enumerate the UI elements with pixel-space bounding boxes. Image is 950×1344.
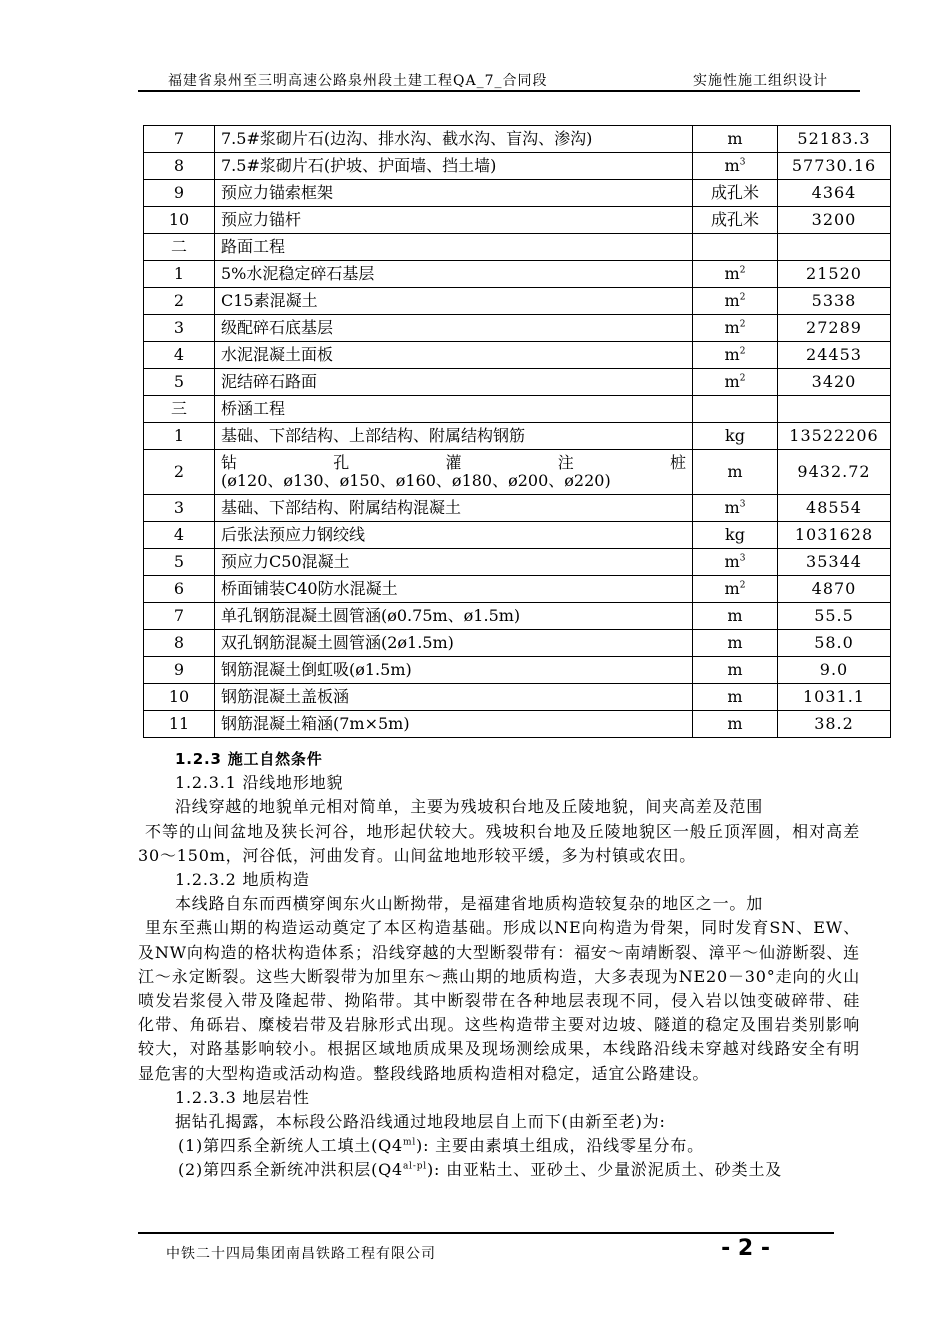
row-number: 二 — [144, 234, 215, 261]
table-row — [144, 126, 891, 153]
row-item: 7.5#浆砌片石(护坡、护面墙、挡土墙) — [215, 153, 693, 180]
row-quantity: 24453 — [778, 342, 891, 369]
row-quantity: 38.2 — [778, 711, 891, 738]
row-number: 1 — [144, 423, 215, 450]
row-unit: $m^2$ — [693, 288, 778, 315]
row-unit: m — [693, 711, 778, 738]
table-row — [144, 261, 891, 288]
row-number: 7 — [144, 603, 215, 630]
row-number: 3 — [144, 495, 215, 522]
terrain-paragraph-first-line: 沿线穿越的地貌单元相对简单，主要为残坡积台地及丘陵地貌，间夹高差及范围 — [175, 797, 764, 817]
row-number: 2 — [144, 450, 215, 495]
row-number: 4 — [144, 342, 215, 369]
row-number: 1 — [144, 261, 215, 288]
table-row — [144, 315, 891, 342]
row-number: 6 — [144, 576, 215, 603]
strata-item-1: (1)第四系全新统人工填土$(Q4^{ml})$: 主要由素填土组成，沿线零星分布。 — [178, 1136, 704, 1156]
row-unit: m — [693, 126, 778, 153]
header-project-title: 福建省泉州至三明高速公路泉州段土建工程QA_7_合同段 — [168, 73, 548, 89]
table-row — [144, 549, 891, 576]
row-number: 9 — [144, 657, 215, 684]
table-row — [144, 603, 891, 630]
table-row — [144, 630, 891, 657]
row-number: 5 — [144, 369, 215, 396]
row-quantity: 21520 — [778, 261, 891, 288]
row-unit — [693, 396, 778, 423]
row-item: 基础、下部结构、上部结构、附属结构钢筋 — [215, 423, 693, 450]
row-unit: 成孔米 — [693, 207, 778, 234]
row-quantity: 3420 — [778, 369, 891, 396]
row-item: 后张法预应力钢绞线 — [215, 522, 693, 549]
row-item: 桥涵工程 — [215, 396, 693, 423]
row-unit — [693, 234, 778, 261]
row-unit: m — [693, 684, 778, 711]
row-item: 路面工程 — [215, 234, 693, 261]
row-unit: 成孔米 — [693, 180, 778, 207]
row-item — [215, 450, 693, 495]
table-row — [144, 180, 891, 207]
row-quantity: 4870 — [778, 576, 891, 603]
terrain-paragraph-rest: 不等的山间盆地及狭长河谷，地形起伏较大。残坡积台地及丘陵地貌区一般丘顶浑圆，相对高差30～150m，河谷低，河曲发育。山间盆地地形较平缓，多为村镇或农田。 — [138, 821, 860, 865]
table-row — [144, 153, 891, 180]
row-item: 预应力锚索框架 — [215, 180, 693, 207]
row-number: 2 — [144, 288, 215, 315]
subsection-terrain: 1.2.3.1 沿线地形地貌 — [175, 773, 344, 793]
table-row — [144, 342, 891, 369]
section-body — [138, 747, 860, 1183]
row-number: 11 — [144, 711, 215, 738]
row-quantity: 9432.72 — [778, 450, 891, 495]
row-quantity: 52183.3 — [778, 126, 891, 153]
row-quantity: 58.0 — [778, 630, 891, 657]
row-item: 预应力C50混凝土 — [215, 549, 693, 576]
table-row — [144, 711, 891, 738]
table-row — [144, 207, 891, 234]
page-number: - 2 - — [721, 1236, 770, 1261]
row-number: 9 — [144, 180, 215, 207]
geology-paragraph-first-line: 本线路自东而西横穿闽东火山断拗带，是福建省地质构造较复杂的地区之一。加 — [175, 894, 764, 914]
row-quantity: 27289 — [778, 315, 891, 342]
row-unit: m — [693, 630, 778, 657]
row-item-spread: 钻 孔 灌 注 桩 — [221, 453, 686, 472]
row-item: C15素混凝土 — [215, 288, 693, 315]
geology-paragraph-rest: 里东至燕山期的构造运动奠定了本区构造基础。形成以NE向构造为骨架，同时发育SN、EW、及NW向构造的格状构造体系；沿线穿越的大型断裂带有：福安～南靖断裂、漳平～仙游断裂、连江～永定断裂。这些大断裂带为加里东～燕山期的地质构造，大多表现为NE20－30°走向的火山喷发岩浆侵入带及隆起带、拗陷带。其中断裂带在各种地层表现不同，侵入岩以蚀变破碎带、硅化带、角砾岩、糜棱岩带及岩脉形式出现。这些构造带主要对边坡、隧道的稳定及围岩类别影响较大，对路基影响较小。根据区域地质成果及现场测绘成果，本线路沿线未穿越对线路安全有明显危害的大型构造或活动构造。整段线路地质构造相对稳定，适宜公路建设。 — [138, 918, 860, 1083]
table-row — [144, 450, 891, 495]
header-doc-title: 实施性施工组织设计 — [693, 73, 828, 89]
footer-company: 中铁二十四局集团南昌铁路工程有限公司 — [166, 1246, 436, 1262]
row-quantity: 1031628 — [778, 522, 891, 549]
table-row — [144, 396, 891, 423]
row-item: 钢筋混凝土箱涵(7m×5m) — [215, 711, 693, 738]
row-number: 8 — [144, 153, 215, 180]
table-row — [144, 288, 891, 315]
row-unit: $m^2$ — [693, 576, 778, 603]
table-row — [144, 369, 891, 396]
row-item: 预应力锚杆 — [215, 207, 693, 234]
row-item: 桥面铺装C40防水混凝土 — [215, 576, 693, 603]
table-row — [144, 684, 891, 711]
row-number: 3 — [144, 315, 215, 342]
row-item-detail: (ø120、ø130、ø150、ø160、ø180、ø200、ø220) — [221, 471, 611, 490]
row-unit: $m^3$ — [693, 495, 778, 522]
row-quantity: 48554 — [778, 495, 891, 522]
row-quantity: 13522206 — [778, 423, 891, 450]
page-header — [138, 68, 860, 92]
page-footer — [138, 1232, 834, 1264]
row-number: 三 — [144, 396, 215, 423]
row-item: 级配碎石底基层 — [215, 315, 693, 342]
row-item: 水泥混凝土面板 — [215, 342, 693, 369]
row-unit: m — [693, 603, 778, 630]
row-quantity: 5338 — [778, 288, 891, 315]
row-number: 5 — [144, 549, 215, 576]
row-unit: $m^2$ — [693, 342, 778, 369]
quantity-table — [143, 125, 891, 738]
strata-item-2: (2)第四系全新统冲洪积层$(Q4^{al-pl})$: 由亚粘土、亚砂土、少量淤泥质土、砂类土及 — [178, 1160, 783, 1180]
row-unit: $m^3$ — [693, 153, 778, 180]
table-row — [144, 495, 891, 522]
row-unit: m — [693, 657, 778, 684]
row-item: 7.5#浆砌片石(边沟、排水沟、截水沟、盲沟、渗沟) — [215, 126, 693, 153]
row-quantity — [778, 396, 891, 423]
row-item: 钢筋混凝土盖板涵 — [215, 684, 693, 711]
row-unit: kg — [693, 522, 778, 549]
row-quantity — [778, 234, 891, 261]
subsection-geology: 1.2.3.2 地质构造 — [175, 870, 310, 890]
row-quantity: 3200 — [778, 207, 891, 234]
row-item: 单孔钢筋混凝土圆管涵(ø0.75m、ø1.5m) — [215, 603, 693, 630]
row-item: 5%水泥稳定碎石基层 — [215, 261, 693, 288]
table-row — [144, 522, 891, 549]
row-unit: $m^2$ — [693, 315, 778, 342]
table-row — [144, 657, 891, 684]
row-number: 7 — [144, 126, 215, 153]
row-item: 双孔钢筋混凝土圆管涵(2ø1.5m) — [215, 630, 693, 657]
row-number: 10 — [144, 684, 215, 711]
row-quantity: 55.5 — [778, 603, 891, 630]
row-item: 基础、下部结构、附属结构混凝土 — [215, 495, 693, 522]
row-unit: $m^3$ — [693, 549, 778, 576]
row-quantity: 9.0 — [778, 657, 891, 684]
row-number: 4 — [144, 522, 215, 549]
row-unit: kg — [693, 423, 778, 450]
row-number: 8 — [144, 630, 215, 657]
table-row — [144, 576, 891, 603]
row-quantity: 4364 — [778, 180, 891, 207]
strata-intro: 据钻孔揭露，本标段公路沿线通过地段地层自上而下(由新至老)为: — [175, 1112, 666, 1132]
row-quantity: 57730.16 — [778, 153, 891, 180]
table-row — [144, 234, 891, 261]
section-heading: 1.2.3 施工自然条件 — [175, 750, 323, 768]
row-quantity: 1031.1 — [778, 684, 891, 711]
row-unit: $m^2$ — [693, 261, 778, 288]
subsection-strata: 1.2.3.3 地层岩性 — [175, 1087, 310, 1107]
row-quantity: 35344 — [778, 549, 891, 576]
row-item: 泥结碎石路面 — [215, 369, 693, 396]
row-number: 10 — [144, 207, 215, 234]
row-item: 钢筋混凝土倒虹吸(ø1.5m) — [215, 657, 693, 684]
row-unit: $m^2$ — [693, 369, 778, 396]
row-unit: m — [693, 450, 778, 495]
table-row — [144, 423, 891, 450]
